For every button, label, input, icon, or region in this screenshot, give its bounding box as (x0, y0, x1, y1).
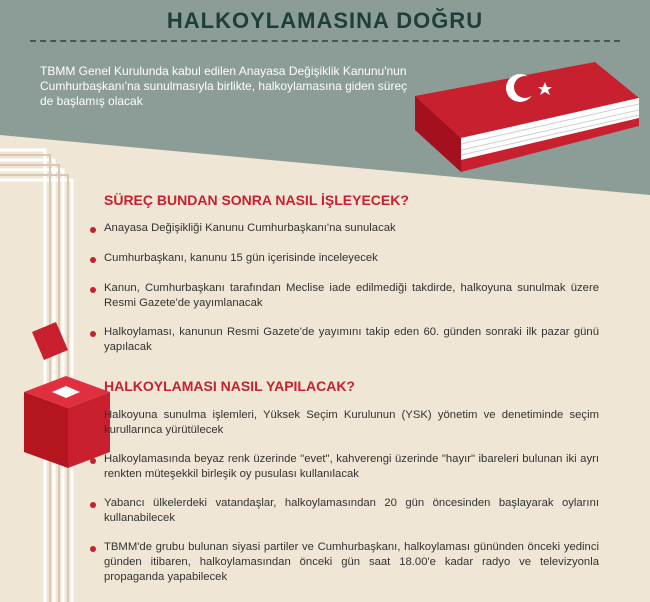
bullet-icon (90, 287, 96, 293)
title-divider (30, 40, 620, 42)
ballot-box-icon (22, 372, 112, 472)
list-item: Halkoyuna sunulma işlemleri, Yüksek Seçim Kurulunun (YSK) yönetim ve denetiminde seçim kurullarınca yürütülecek (104, 409, 599, 436)
bullet-icon (90, 257, 96, 263)
list-item: Anayasa Değişikliği Kanunu Cumhurbaşkanı'na sunulacak (104, 222, 396, 234)
list-item: Cumhurbaşkanı, kanunu 15 gün içerisinde inceleyecek (104, 252, 378, 264)
list-item: TBMM'de grubu bulunan siyasi partiler ve Cumhurbaşkanı, halkoylaması gününden önceki yedinci günden itibaren, halkoylamasından önceki gün saat 18.00'e kadar radyo ve televizyonla propaganda yapabilecek (104, 541, 599, 583)
turkish-flag-book-icon (395, 60, 645, 180)
bullet-icon (90, 414, 96, 420)
bullet-icon (90, 331, 96, 337)
intro-text: TBMM Genel Kurulunda kabul edilen Anayasa Değişiklik Kanunu'nun Cumhurbaşkanı'na sunulmasıyla birlikte, halkoylamasına giden süreç de başlamış olacak (40, 64, 408, 108)
bullet-icon (90, 502, 96, 508)
list-item: Halkoylaması, kanunun Resmi Gazete'de yayımını takip eden 60. günden sonraki ilk pazar günü yapılacak (104, 326, 599, 353)
section-heading-referendum: HALKOYLAMASI NASIL YAPILACAK? (104, 378, 355, 394)
list-item: Kanun, Cumhurbaşkanı tarafından Meclise iade edilmediği takdirde, halkoyuna sunulmak üzere Resmi Gazete'de yayımlanacak (104, 282, 599, 309)
bullet-icon (90, 458, 96, 464)
bullet-icon (90, 227, 96, 233)
ballot-card-icon (28, 320, 72, 364)
page-title: HALKOYLAMASINA DOĞRU (166, 8, 484, 33)
list-item: Yabancı ülkelerdeki vatandaşlar, halkoylamasından 20 gün öncesinden başlayarak oylarını kullanabilecek (104, 497, 599, 524)
section-heading-process: SÜREÇ BUNDAN SONRA NASIL İŞLEYECEK? (104, 192, 409, 208)
list-item: Halkoylamasında beyaz renk üzerinde "evet", kahverengi üzerinde "hayır" ibareleri bulunan iki ayrı renkten müteşekkil birleşik oy pusulası kullanılacak (104, 453, 599, 480)
bullet-icon (90, 546, 96, 552)
